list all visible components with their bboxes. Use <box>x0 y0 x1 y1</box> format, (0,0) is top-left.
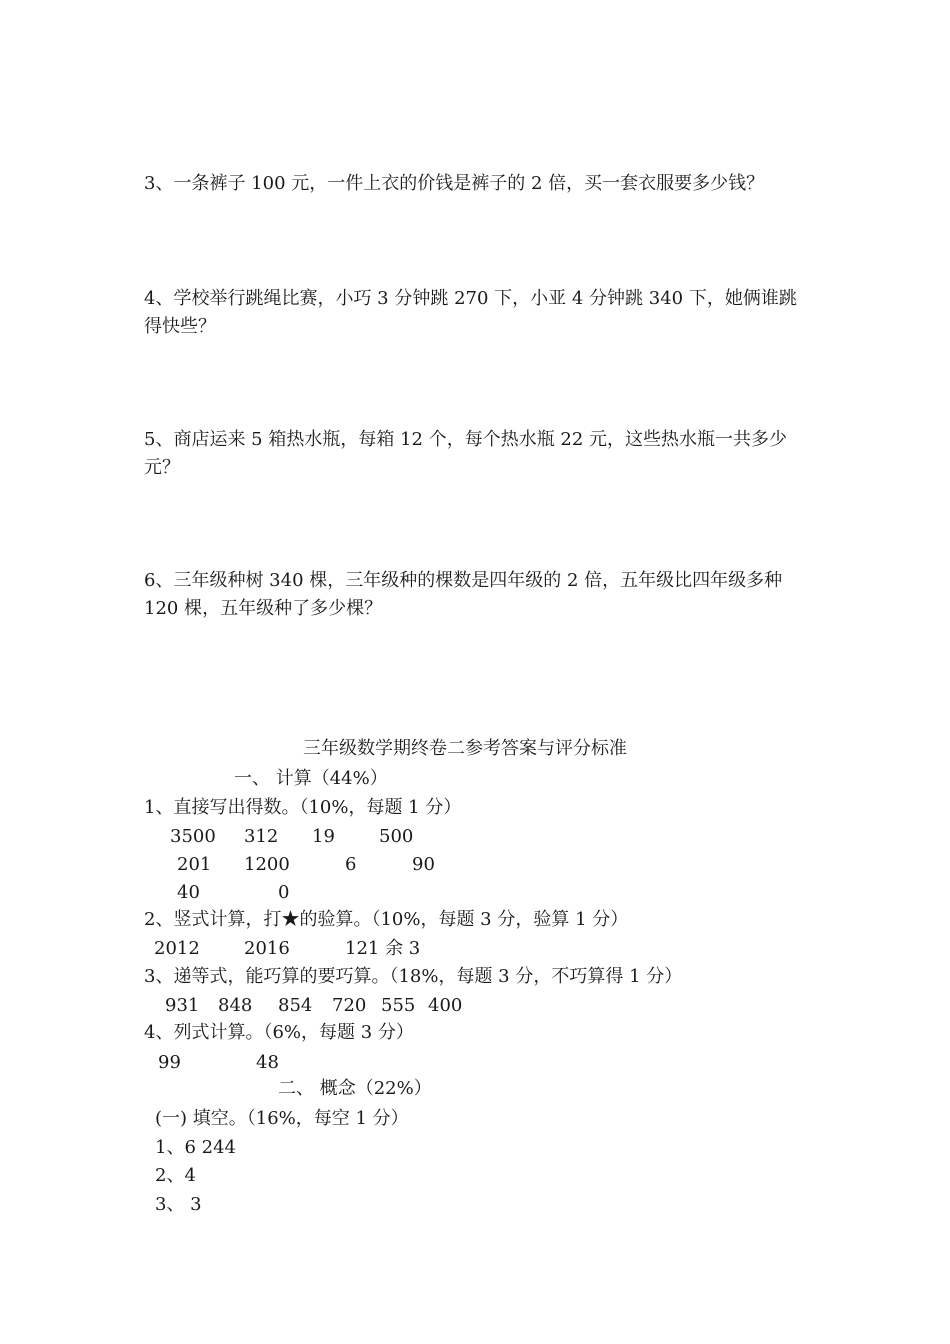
problem-5-line2: 元？ <box>144 457 180 478</box>
fill-answer-1: 1、6 244 <box>155 1137 236 1158</box>
answer-value: 400 <box>428 995 463 1016</box>
problem-5-line1: 5、商店运来 5 箱热水瓶，每箱 12 个，每个热水瓶 22 元，这些热水瓶一共多少 <box>144 429 788 450</box>
answer-value: 2012 <box>154 938 200 959</box>
answer-value: 555 <box>381 995 416 1016</box>
answer-value: 500 <box>379 826 414 847</box>
problem-3: 3、一条裤子 100 元，一件上衣的价钱是裤子的 2 倍，买一套衣服要多少钱？ <box>144 173 765 194</box>
answer-value: 48 <box>256 1052 279 1073</box>
fill-answer-2: 2、4 <box>155 1165 196 1186</box>
answer-q1: 1、直接写出得数。（10%，每题 1 分） <box>144 797 462 818</box>
problem-4-line1: 4、学校举行跳绳比赛，小巧 3 分钟跳 270 下，小亚 4 分钟跳 340 下，她俩谁跳 <box>144 288 797 309</box>
section-2-heading: 二、 概念（22%） <box>278 1078 432 1099</box>
answer-value: 0 <box>278 882 290 903</box>
answer-value: 40 <box>177 882 200 903</box>
answer-value: 931 <box>165 995 200 1016</box>
answer-value: 312 <box>244 826 279 847</box>
answer-value: 19 <box>312 826 335 847</box>
fill-answer-3: 3、 3 <box>155 1194 202 1215</box>
answer-value: 854 <box>278 995 313 1016</box>
answer-q4: 4、列式计算。（6%，每题 3 分） <box>144 1022 414 1043</box>
section-1-heading: 一、 计算（44%） <box>234 768 388 789</box>
answer-value: 720 <box>332 995 367 1016</box>
answer-value: 90 <box>412 854 435 875</box>
answer-q2: 2、竖式计算，打★的验算。（10%，每题 3 分，验算 1 分） <box>144 909 629 930</box>
answer-q3: 3、递等式，能巧算的要巧算。（18%，每题 3 分，不巧算得 1 分） <box>144 966 683 987</box>
answer-value: 121 余 3 <box>345 938 421 959</box>
answer-value: 201 <box>177 854 212 875</box>
answer-value: 3500 <box>170 826 216 847</box>
problem-4-line2: 得快些？ <box>144 316 216 337</box>
answer-value: 848 <box>218 995 253 1016</box>
answer-value: 99 <box>158 1052 181 1073</box>
answer-value: 2016 <box>244 938 290 959</box>
answer-value: 6 <box>345 854 357 875</box>
answer-key-title: 三年级数学期终卷二参考答案与评分标准 <box>303 738 627 759</box>
problem-6-line1: 6、三年级种树 340 棵，三年级种的棵数是四年级的 2 倍，五年级比四年级多种 <box>144 570 783 591</box>
answer-value: 1200 <box>244 854 290 875</box>
subsection-fill-blank: (一) 填空。（16%，每空 1 分） <box>155 1108 409 1129</box>
problem-6-line2: 120 棵，五年级种了多少棵？ <box>144 598 383 619</box>
